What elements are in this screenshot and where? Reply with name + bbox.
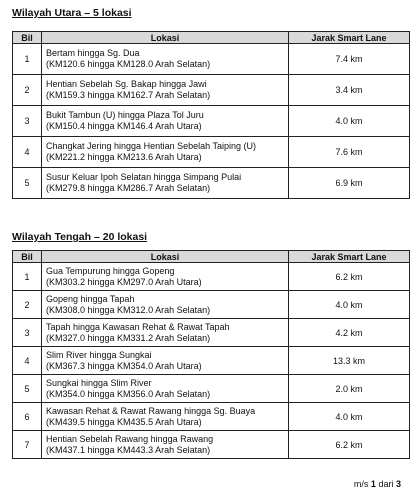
row-bil: 5 [13, 375, 42, 403]
table-row [13, 75, 410, 106]
row-jarak: 4.0 km [289, 106, 410, 137]
table-header-row [13, 251, 410, 263]
lokasi-route: Gopeng hingga Tapah [46, 293, 135, 304]
row-jarak: 4.0 km [289, 403, 410, 431]
table-row [13, 44, 410, 75]
lokasi-route: Hentian Sebelah Rawang hingga Rawang [46, 433, 214, 444]
table-utara [12, 31, 410, 199]
row-bil: 6 [13, 403, 42, 431]
lokasi-route: Hentian Sebelah Sg. Bakap hingga Jawi [46, 79, 207, 89]
lokasi-km-range: (KM354.0 hingga KM356.0 Arah Selatan) [46, 388, 211, 399]
row-jarak: 6.9 km [289, 168, 410, 199]
lokasi-route: Kawasan Rehat & Rawat Rawang hingga Sg. Buaya [46, 405, 256, 416]
row-jarak: 7.6 km [289, 137, 410, 168]
row-bil: 2 [13, 75, 42, 106]
table-row [13, 347, 410, 375]
table-row [13, 403, 410, 431]
lokasi-km-range: (KM279.8 hingga KM286.7 Arah Selatan) [46, 183, 211, 193]
row-lokasi [42, 137, 289, 168]
lokasi-km-range: (KM150.4 hingga KM146.4 Arah Utara) [46, 121, 202, 131]
row-bil: 5 [13, 168, 42, 199]
row-lokasi [42, 75, 289, 106]
lokasi-km-range: (KM303.2 hingga KM297.0 Arah Utara) [46, 276, 202, 287]
lokasi-route: Slim River hingga Sungkai [46, 349, 152, 360]
row-jarak: 7.4 km [289, 44, 410, 75]
row-lokasi [42, 347, 289, 375]
page-middle: dari [378, 479, 394, 489]
lokasi-route: Bertam hingga Sg. Dua [46, 48, 140, 58]
table-row [13, 137, 410, 168]
row-jarak: 13.3 km [289, 347, 410, 375]
header-jarak: Jarak Smart Lane [289, 251, 410, 263]
table-row [13, 291, 410, 319]
row-bil: 7 [13, 431, 42, 459]
row-lokasi [42, 375, 289, 403]
table-row [13, 319, 410, 347]
row-bil: 1 [13, 44, 42, 75]
lokasi-route: Changkat Jering hingga Hentian Sebelah Taiping (U) [46, 141, 256, 151]
section-title-utara: Wilayah Utara – 5 lokasi [12, 7, 132, 19]
lokasi-km-range: (KM327.0 hingga KM331.2 Arah Selatan) [46, 332, 211, 343]
header-bil: Bil [13, 32, 42, 44]
header-jarak: Jarak Smart Lane [289, 32, 410, 44]
section-title-tengah: Wilayah Tengah – 20 lokasi [12, 231, 148, 243]
row-jarak: 6.2 km [289, 431, 410, 459]
row-bil: 3 [13, 106, 42, 137]
table-row [13, 168, 410, 199]
page-total: 3 [395, 479, 401, 489]
row-bil: 4 [13, 137, 42, 168]
row-lokasi [42, 44, 289, 75]
row-bil: 2 [13, 291, 42, 319]
row-jarak: 3.4 km [289, 75, 410, 106]
lokasi-route: Sungkai hingga Slim River [46, 377, 152, 388]
page-prefix: m/s [353, 479, 369, 489]
row-jarak: 4.0 km [289, 291, 410, 319]
table-row [13, 431, 410, 459]
header-lokasi: Lokasi [42, 251, 289, 263]
row-bil: 3 [13, 319, 42, 347]
row-lokasi [42, 319, 289, 347]
table-header-row [13, 32, 410, 44]
table-tengah [12, 250, 410, 459]
row-lokasi [42, 403, 289, 431]
table-row [13, 106, 410, 137]
row-lokasi [42, 168, 289, 199]
lokasi-route: Gua Tempurung hingga Gopeng [46, 265, 175, 276]
lokasi-km-range: (KM159.3 hingga KM162.7 Arah Selatan) [46, 90, 211, 100]
header-lokasi: Lokasi [42, 32, 289, 44]
row-jarak: 6.2 km [289, 263, 410, 291]
row-jarak: 4.2 km [289, 319, 410, 347]
row-lokasi [42, 263, 289, 291]
page-number [354, 479, 401, 489]
lokasi-km-range: (KM221.2 hingga KM213.6 Arah Utara) [46, 152, 202, 162]
lokasi-route: Tapah hingga Kawasan Rehat & Rawat Tapah [46, 321, 230, 332]
row-lokasi [42, 291, 289, 319]
row-lokasi [42, 431, 289, 459]
row-bil: 4 [13, 347, 42, 375]
lokasi-route: Susur Keluar Ipoh Selatan hingga Simpang Pulai [46, 172, 242, 182]
header-bil: Bil [13, 251, 42, 263]
lokasi-km-range: (KM120.6 hingga KM128.0 Arah Selatan) [46, 59, 211, 69]
row-jarak: 2.0 km [289, 375, 410, 403]
row-bil: 1 [13, 263, 42, 291]
page-current: 1 [370, 479, 376, 489]
table-row [13, 263, 410, 291]
row-lokasi [42, 106, 289, 137]
lokasi-route: Bukit Tambun (U) hingga Plaza Tol Juru [46, 110, 204, 120]
lokasi-km-range: (KM367.3 hingga KM354.0 Arah Utara) [46, 360, 202, 371]
lokasi-km-range: (KM439.5 hingga KM435.5 Arah Utara) [46, 416, 202, 427]
table-row [13, 375, 410, 403]
lokasi-km-range: (KM437.1 hingga KM443.3 Arah Selatan) [46, 444, 211, 455]
lokasi-km-range: (KM308.0 hingga KM312.0 Arah Selatan) [46, 304, 211, 315]
